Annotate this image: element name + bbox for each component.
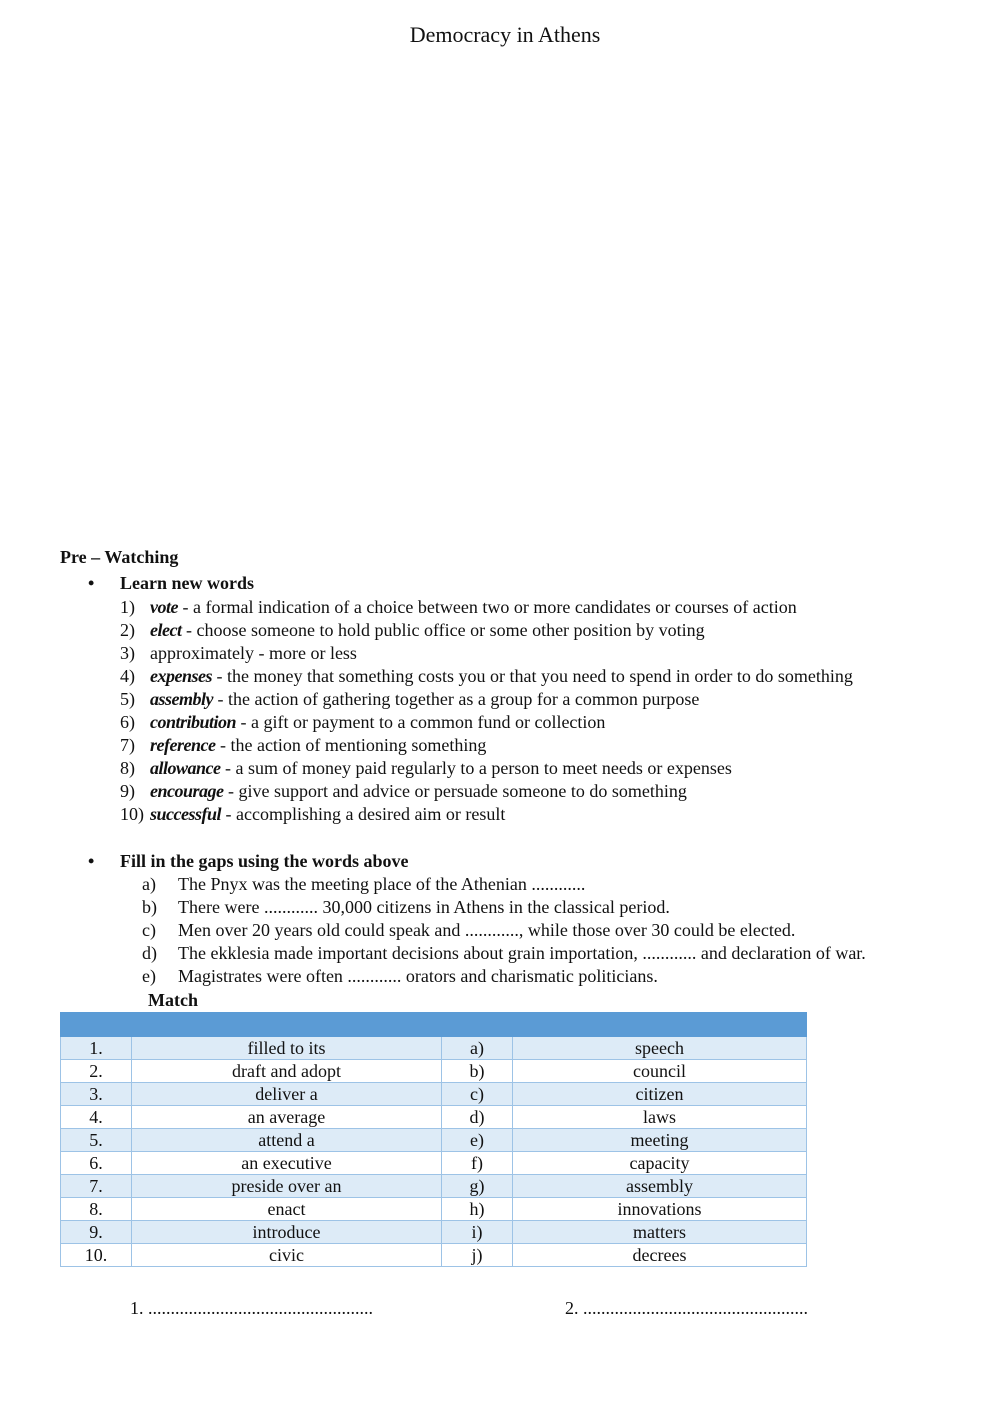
table-row: 2. draft and adopt b) council bbox=[61, 1060, 807, 1083]
table-row: 9. introduce i) matters bbox=[61, 1221, 807, 1244]
list-item: 3) approximately - more or less bbox=[120, 643, 357, 663]
table-row: 4. an average d) laws bbox=[61, 1106, 807, 1129]
list-item: 6) contribution - a gift or payment to a common fund or collection bbox=[120, 712, 606, 732]
table-row: 10. civic j) decrees bbox=[61, 1244, 807, 1267]
list-item: 9) encourage - give support and advice or persuade someone to do something bbox=[120, 781, 687, 801]
gap-fill-list bbox=[142, 873, 866, 988]
page-title: Democracy in Athens bbox=[409, 22, 601, 47]
match-label: Match bbox=[148, 990, 198, 1010]
list-item: 2) elect - choose someone to hold public office or some other position by voting bbox=[120, 620, 705, 640]
list-item: d) The ekklesia made important decisions about grain importation, ............ and declaration of war. bbox=[142, 943, 866, 963]
bullet-label: Learn new words bbox=[120, 573, 254, 593]
table-row: 1. filled to its a) speech bbox=[61, 1037, 807, 1060]
list-item: a) The Pnyx was the meeting place of the Athenian ............ bbox=[142, 874, 586, 894]
answer-line-1: 1. .................................................. bbox=[130, 1298, 373, 1318]
list-item: e) Magistrates were often ............ orators and charismatic politicians. bbox=[142, 966, 658, 986]
bullet-icon: • bbox=[88, 573, 95, 593]
table-row: 7. preside over an g) assembly bbox=[61, 1175, 807, 1198]
list-item: 8) allowance - a sum of money paid regularly to a person to meet needs or expenses bbox=[120, 758, 732, 778]
table-row: 8. enact h) innovations bbox=[61, 1198, 807, 1221]
bullet-learn-new-words bbox=[88, 573, 254, 594]
list-item: 10) successful - accomplishing a desired aim or result bbox=[120, 804, 506, 824]
list-item: 4) expenses - the money that something costs you or that you need to spend in order to do something bbox=[120, 666, 853, 686]
table-row: 3. deliver a c) citizen bbox=[61, 1083, 807, 1106]
bullet-fill-gaps bbox=[88, 851, 409, 872]
list-item: c) Men over 20 years old could speak and ............, while those over 30 could be elected. bbox=[142, 920, 796, 940]
list-item: 1) vote - a formal indication of a choice between two or more candidates or courses of action bbox=[120, 597, 797, 617]
bullet-icon: • bbox=[88, 851, 95, 871]
list-item: b) There were ............ 30,000 citizens in Athens in the classical period. bbox=[142, 897, 670, 917]
table-row: 5. attend a e) meeting bbox=[61, 1129, 807, 1152]
answer-line-2: 2. .................................................. bbox=[565, 1298, 808, 1318]
table-row: 6. an executive f) capacity bbox=[61, 1152, 807, 1175]
list-item: 5) assembly - the action of gathering together as a group for a common purpose bbox=[120, 689, 700, 709]
match-table bbox=[60, 1012, 807, 1267]
section-heading: Pre – Watching bbox=[60, 547, 179, 567]
vocabulary-list bbox=[120, 596, 853, 826]
list-item: 7) reference - the action of mentioning something bbox=[120, 735, 487, 755]
table-header bbox=[61, 1013, 807, 1037]
bullet-label: Fill in the gaps using the words above bbox=[120, 851, 409, 871]
